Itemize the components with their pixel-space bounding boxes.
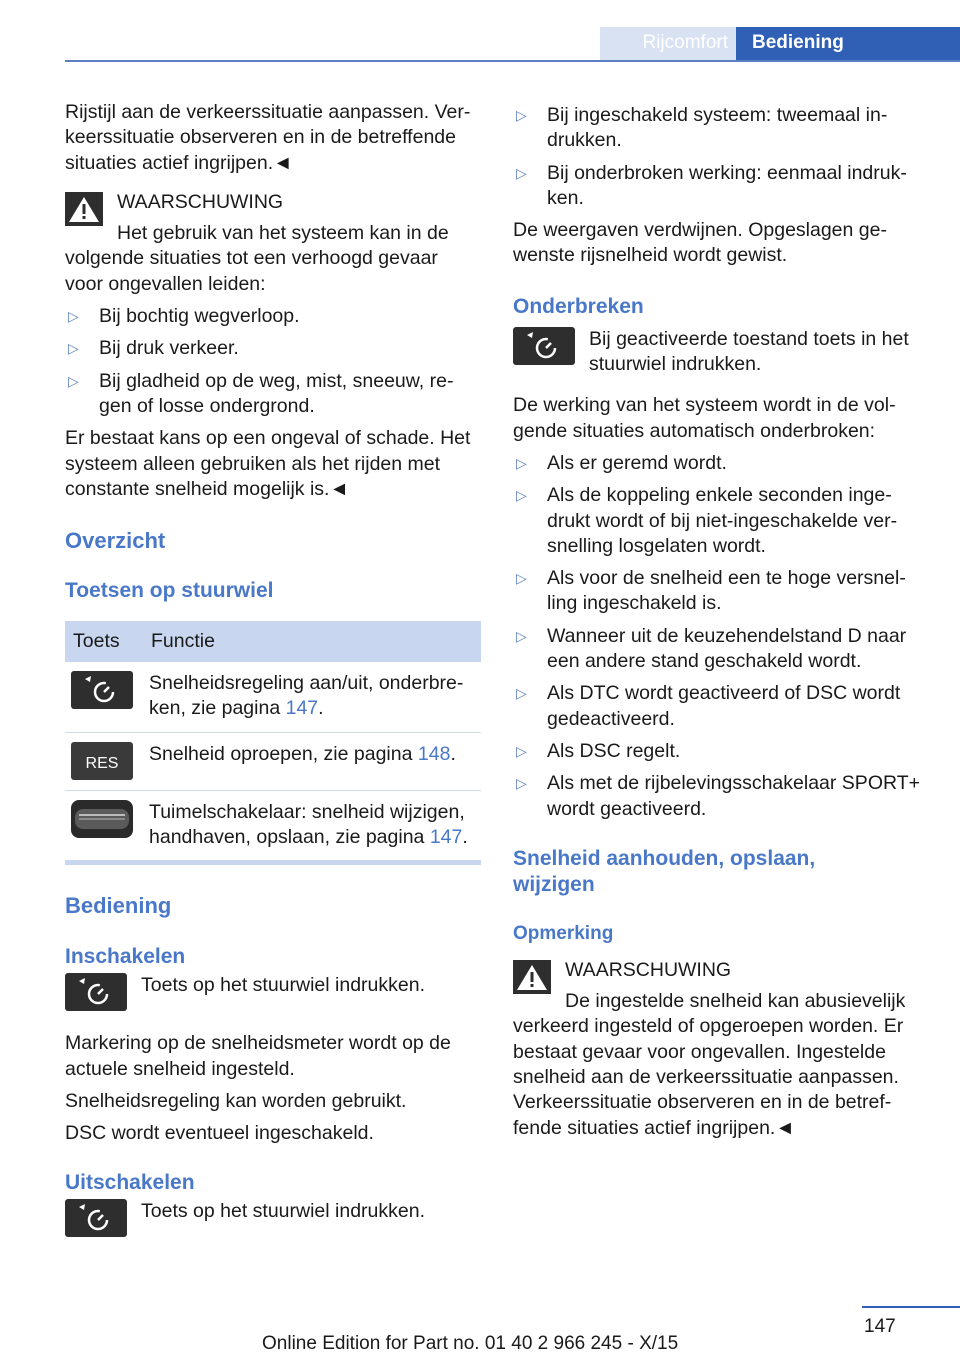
press-list bbox=[513, 103, 933, 211]
keys-table bbox=[65, 621, 481, 865]
table-row: Snelheidsregeling aan/uit, onderbre-ken, zie pagina 147. bbox=[65, 662, 481, 732]
warning-triangle-icon bbox=[65, 192, 103, 226]
list-item: ▷ Bij druk verkeer. bbox=[65, 336, 481, 361]
list-item: ▷ Bij onderbroken werking: eenmaal indruk-ken. bbox=[513, 161, 933, 212]
right-p2: De werking van het systeem wordt in de vol-gende situaties automatisch onderbroken: bbox=[513, 394, 896, 442]
inschakelen-p2: Snelheidsregeling kan worden gebruikt. bbox=[65, 1089, 407, 1112]
onderbreken-text: Bij geactiveerde toestand toets in het stuurwiel indrukken. bbox=[589, 327, 909, 376]
list-item: ▷ Als met de rijbelevingsschakelaar SPORT+ wordt geactiveerd. bbox=[513, 771, 933, 822]
page-link[interactable]: 147 bbox=[285, 697, 319, 720]
right-column bbox=[513, 103, 933, 1141]
warning-block bbox=[65, 190, 481, 502]
list-item: ▷ Als DTC wordt geactiveerd of DSC wordt gedeactiveerd. bbox=[513, 681, 933, 732]
edition-text: Online Edition for Part no. 01 40 2 966 245 - X/15 bbox=[262, 1333, 679, 1354]
inschakelen-p3: DSC wordt eventueel ingeschakeld. bbox=[65, 1122, 374, 1145]
warning-title: WAARSCHUWING bbox=[565, 958, 732, 981]
uitschakelen-text: Toets op het stuurwiel indrukken. bbox=[141, 1199, 425, 1222]
warning-title: WAARSCHUWING bbox=[117, 190, 284, 213]
rocker-switch-icon bbox=[71, 800, 133, 838]
footer-rule bbox=[862, 1306, 960, 1308]
interrupt-list bbox=[513, 451, 933, 822]
list-item: ▷ Als DSC regelt. bbox=[513, 739, 933, 764]
table-header-key: Toets bbox=[65, 621, 143, 662]
list-item: ▷ Bij gladheid op de weg, mist, sneeuw, re-gen of losse ondergrond. bbox=[65, 369, 481, 420]
warning-list bbox=[65, 304, 481, 419]
inschakelen-row bbox=[65, 973, 481, 1011]
heading-overzicht: Overzicht bbox=[65, 528, 166, 554]
page-link[interactable]: 148 bbox=[417, 742, 451, 765]
res-key-label: RES bbox=[85, 754, 119, 772]
list-item: ▷ Bij bochtig wegverloop. bbox=[65, 304, 481, 329]
heading-toetsen: Toetsen op stuurwiel bbox=[65, 579, 274, 603]
heading-aanhouden: Snelheid aanhouden, opslaan, wijzigen bbox=[513, 846, 816, 896]
list-item: ▷ Als de koppeling enkele seconden inge-drukt wordt of bij niet-ingeschakelde ver-snelling losgelaten wordt. bbox=[513, 483, 933, 559]
header-tab-section[interactable]: Bediening bbox=[752, 32, 844, 53]
cruise-control-key-icon bbox=[513, 327, 575, 365]
warning-body: Het gebruik van het systeem kan in de volgende situaties tot een verhoogd gevaar voor ongevallen leiden: bbox=[65, 222, 449, 295]
heading-onderbreken: Onderbreken bbox=[513, 294, 644, 318]
table-header-function: Functie bbox=[143, 621, 481, 662]
cruise-control-key-icon bbox=[65, 973, 127, 1011]
uitschakelen-row bbox=[65, 1199, 481, 1237]
res-key-icon bbox=[71, 742, 133, 780]
list-item: ▷ Als er geremd wordt. bbox=[513, 451, 933, 476]
right-p1: De weergaven verdwijnen. Opgeslagen ge-wenste rijsnelheid wordt gewist. bbox=[513, 219, 887, 267]
heading-inschakelen: Inschakelen bbox=[65, 945, 186, 969]
header-tab-chapter[interactable]: Rijcomfort bbox=[642, 32, 728, 53]
heading-opmerking: Opmerking bbox=[513, 922, 614, 944]
onderbreken-row bbox=[513, 327, 933, 378]
list-item: ▷ Als voor de snelheid een te hoge versnel-ling ingeschakeld is. bbox=[513, 566, 933, 617]
cruise-control-key-icon bbox=[71, 671, 133, 709]
intro-text: Rijstijl aan de verkeerssituatie aanpassen. Ver-keerssituatie observeren en in de betreffende situaties actief ingrijpen.◄ bbox=[65, 101, 471, 174]
cruise-control-key-icon bbox=[65, 1199, 127, 1237]
header-rule bbox=[65, 60, 960, 62]
heading-bediening: Bediening bbox=[65, 893, 172, 919]
table-row: RES Snelheid oproepen, zie pagina 148. bbox=[65, 732, 481, 790]
warning-block bbox=[513, 958, 933, 1141]
heading-uitschakelen: Uitschakelen bbox=[65, 1170, 195, 1194]
warning-end: Er bestaat kans op een ongeval of schade. Het systeem alleen gebruiken als het rijden met constante snelheid mogelijk is.◄ bbox=[65, 427, 471, 500]
list-item: ▷ Bij ingeschakeld systeem: tweemaal in-drukken. bbox=[513, 103, 933, 154]
page-link[interactable]: 147 bbox=[429, 826, 463, 849]
warning-triangle-icon bbox=[513, 960, 551, 994]
list-item: ▷ Wanneer uit de keuzehendelstand D naar een andere stand geschakeld wordt. bbox=[513, 624, 933, 675]
warning-body: De ingestelde snelheid kan abusievelijk verkeerd ingesteld of opgeroepen worden. Er bestaat gevaar voor ongevallen. Ingestelde snelheid aan de verkeerssituatie aanpassen. Verkeerssituatie observeren en in de betref-fende situaties actief ingrijpen.◄ bbox=[513, 990, 906, 1139]
table-row: Tuimelschakelaar: snelheid wijzigen, handhaven, opslaan, zie pagina 147. bbox=[65, 790, 481, 863]
inschakelen-text: Toets op het stuurwiel indrukken. bbox=[141, 974, 425, 997]
left-column bbox=[65, 100, 481, 1257]
page-number: 147 bbox=[864, 1316, 896, 1337]
inschakelen-p1: Markering op de snelheidsmeter wordt op de actuele snelheid ingesteld. bbox=[65, 1032, 451, 1080]
